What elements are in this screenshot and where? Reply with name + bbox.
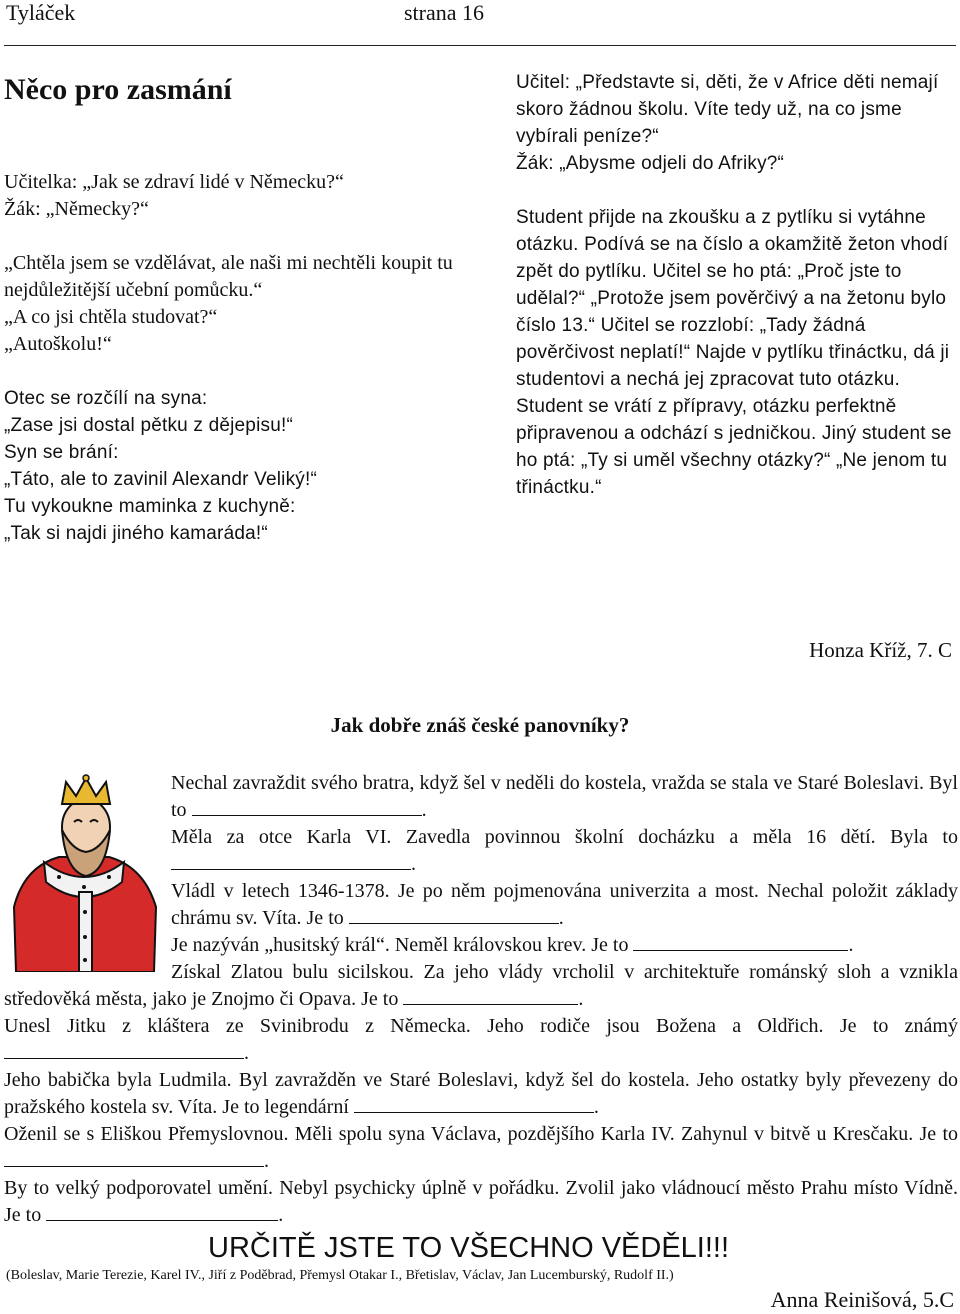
joke-line: Učitelka: „Jak se zdraví lidé v Německu?“ <box>4 171 344 193</box>
closing-exclamation: URČITĚ JSTE TO VŠECHNO VĚDĚLI!!! <box>208 1232 730 1264</box>
section-title: Něco pro zasmání <box>4 73 232 106</box>
answer-blank[interactable] <box>4 1040 244 1059</box>
quiz-question: Unesl Jitku z kláštera ze Svinibrodu z Německa. Jeho rodiče jsou Božena a Oldřich. Je to známý . <box>4 1015 958 1064</box>
joke-line: „A co jsi chtěla studovat?“ <box>4 306 218 328</box>
answer-blank[interactable] <box>46 1202 278 1221</box>
joke-line: „Zase jsi dostal pětku z dějepisu!“ <box>4 415 293 436</box>
quiz-question: Získal Zlatou bulu sicilskou. Za jeho vlády vrcholil v architektuře románský sloh a vznikla středověká města, jako je Znojmo či Opava. Je to . <box>4 961 958 1010</box>
answer-blank[interactable] <box>354 1094 594 1113</box>
answer-blank[interactable] <box>171 851 411 870</box>
joke-line: Žák: „Abysme odjeli do Afriky?“ <box>516 153 785 174</box>
quiz-question: Jeho babička byla Ludmila. Byl zavražděn ve Staré Boleslavi, když šel do kostela. Jeho ostatky byly převezeny do pražského kostela sv. Víta. Je to legendární . <box>4 1069 958 1118</box>
quiz-question: By to velký podporovatel umění. Nebyl psychicky úplně v pořádku. Zvolil jako vládnoucí město Prahu místo Vídně. Je to . <box>4 1177 958 1226</box>
joke-line: Otec se rozčílí na syna: <box>4 388 208 409</box>
answer-blank[interactable] <box>4 1148 264 1167</box>
header-divider <box>4 45 956 46</box>
answer-blank[interactable] <box>633 932 848 951</box>
answer-key: (Boleslav, Marie Terezie, Karel IV., Jiří z Poděbrad, Přemysl Otakar I., Břetislav, Václav, Jan Lucemburský, Rudolf II.) <box>6 1268 674 1283</box>
author-signature: Anna Reinišová, 5.C <box>770 1287 954 1312</box>
quiz-question: Nechal zavraždit svého bratra, když šel v neděli do kostela, vražda se stala ve Staré Boleslavi. Byl to . <box>171 772 958 821</box>
answer-blank[interactable] <box>192 797 422 816</box>
magazine-name: Tyláček <box>6 0 76 25</box>
quiz-questions-with-image <box>171 770 958 959</box>
joke-line: „Táto, ale to zavinil Alexandr Veliký!“ <box>4 469 317 490</box>
author-signature: Honza Kříž, 7. C <box>809 638 952 662</box>
joke-line: „Autoškolu!“ <box>4 333 112 355</box>
joke-line: Učitel: „Představte si, děti, že v Africe děti nemají skoro žádnou školu. Víte tedy už, na co jsme vybírali peníze?“ <box>516 72 939 147</box>
joke-line: „Tak si najdi jiného kamaráda!“ <box>4 523 268 544</box>
joke-paragraph: Student přijde na zkoušku a z pytlíku si vytáhne otázku. Podívá se na číslo a okamžitě žeton vhodí zpět do pytlíku. Učitel se ho ptá: „Proč jste to udělal?“ „Protože jsem pověrčivý a na žetonu bylo číslo 13.“ Učitel se rozzlobí: „Tady žádná pověrčivost neplatí!“ Najde v pytlíku třináctku, dá ji studentovi a nechá jej zpracovat tuto otázku. Student se vrátí z přípravy, otázku perfektně připravenou a odchází s jedničkou. Jiný student se ho ptá: „Ty si uměl všechny otázky?“ „Ne jenom tu třináctku.“ <box>516 207 952 498</box>
answer-blank[interactable] <box>349 905 559 924</box>
jokes-left-column <box>4 169 474 547</box>
joke-line: „Chtěla jsem se vzdělávat, ale naši mi nechtěli koupit tu nejdůležitější učební pomůcku.“ <box>4 252 453 301</box>
quiz-question: Vládl v letech 1346-1378. Je po něm pojmenována univerzita a most. Nechal položit základy chrámu sv. Víta. Je to . <box>171 880 958 929</box>
quiz-question: Oženil se s Eliškou Přemyslovnou. Měli spolu syna Václava, pozdějšího Karla IV. Zahynul v bitvě u Kresčaku. Je to . <box>4 1123 958 1172</box>
quiz-title: Jak dobře znáš české panovníky? <box>330 713 630 737</box>
joke-line: Syn se brání: <box>4 442 119 463</box>
answer-blank[interactable] <box>403 986 578 1005</box>
page-number: strana 16 <box>404 0 485 25</box>
quiz-questions-full-width <box>4 959 958 1229</box>
jokes-right-column <box>516 69 956 501</box>
joke-line: Tu vykoukne maminka z kuchyně: <box>4 496 296 517</box>
king-illustration-icon <box>4 772 164 972</box>
quiz-question: Měla za otce Karla VI. Zavedla povinnou školní docházku a měla 16 dětí. Byla to . <box>171 826 958 875</box>
quiz-question: Je nazýván „husitský král“. Neměl královskou krev. Je to . <box>171 934 854 956</box>
joke-line: Žák: „Německy?“ <box>4 198 149 220</box>
